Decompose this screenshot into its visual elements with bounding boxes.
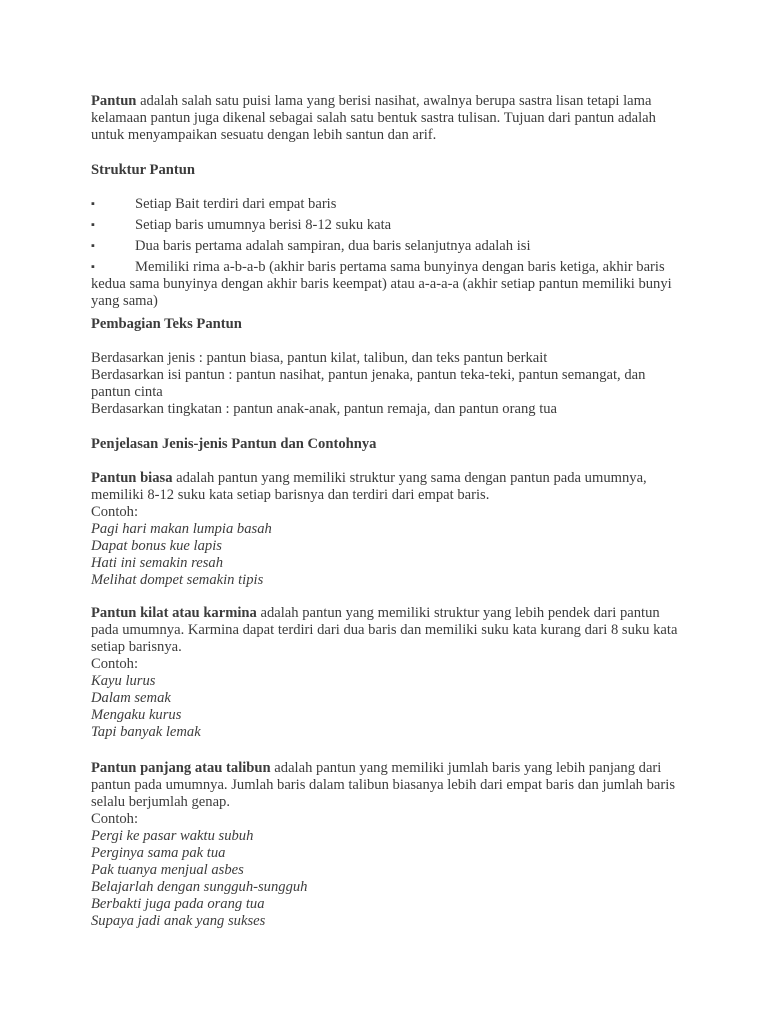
pantun-biasa-text: adalah pantun yang memiliki struktur yang sama dengan pantun pada umumnya,: [172, 470, 647, 486]
intro-text-line3: untuk menyampaikan sesuatu dengan lebih santun dan arif.: [91, 127, 437, 143]
example-line: Pergi ke pasar waktu subuh: [91, 828, 254, 844]
pembagian-line: Berdasarkan tingkatan : pantun anak-anak, pantun remaja, dan pantun orang tua: [91, 401, 558, 417]
example-line: Dapat bonus kue lapis: [91, 538, 222, 554]
pembagian-line: Berdasarkan jenis : pantun biasa, pantun kilat, talibun, dan teks pantun berkait: [91, 350, 548, 366]
bullet-icon: ▪: [91, 240, 95, 252]
pantun-biasa-term: Pantun biasa: [91, 470, 173, 486]
list-item-text: Memiliki rima a-b-a-b (akhir baris pertama sama bunyinya dengan baris ketiga, akhir baris: [135, 259, 665, 275]
example-line: Berbakti juga pada orang tua: [91, 896, 265, 912]
struktur-heading: Struktur Pantun: [91, 162, 195, 178]
intro-paragraph: [91, 93, 691, 144]
pantun-kilat-text-line3: setiap barisnya.: [91, 639, 182, 655]
contoh-label: Contoh:: [91, 656, 139, 672]
list-item: [91, 238, 691, 259]
example-line: Tapi banyak lemak: [91, 724, 201, 740]
pantun-talibun-section: [91, 760, 691, 930]
list-item-text: Setiap baris umumnya berisi 8-12 suku kata: [135, 217, 392, 233]
pantun-talibun-text-line2: pantun pada umumnya. Jumlah baris dalam talibun biasanya lebih dari empat baris dan jumlah baris: [91, 777, 675, 793]
intro-term: Pantun: [91, 93, 137, 109]
intro-text-line2: kelamaan pantun juga dikenal sebagai salah satu bentuk sastra tulisan. Tujuan dari pantun adalah: [91, 110, 656, 126]
example-line: Mengaku kurus: [91, 707, 182, 723]
contoh-label: Contoh:: [91, 504, 139, 520]
list-item: [91, 196, 691, 217]
pantun-biasa-section: [91, 470, 691, 589]
list-item: [91, 217, 691, 238]
struktur-list: [91, 196, 691, 310]
example-line: Pagi hari makan lumpia basah: [91, 521, 272, 537]
pembagian-heading: Pembagian Teks Pantun: [91, 316, 242, 332]
example-line: Perginya sama pak tua: [91, 845, 226, 861]
contoh-label: Contoh:: [91, 811, 139, 827]
pantun-talibun-term: Pantun panjang atau talibun: [91, 760, 271, 776]
example-line: Belajarlah dengan sungguh-sungguh: [91, 879, 308, 895]
pantun-biasa-text-line2: memiliki 8-12 suku kata setiap barisnya dan terdiri dari empat baris.: [91, 487, 490, 503]
example-line: Dalam semak: [91, 690, 171, 706]
pembagian-line: pantun cinta: [91, 384, 163, 400]
example-line: Kayu lurus: [91, 673, 156, 689]
pantun-kilat-text: adalah pantun yang memiliki struktur yang lebih pendek dari pantun: [256, 605, 660, 621]
pantun-kilat-section: [91, 605, 691, 741]
example-line: Pak tuanya menjual asbes: [91, 862, 244, 878]
list-item-text: Setiap Bait terdiri dari empat baris: [135, 196, 337, 212]
list-item-continuation: kedua sama bunyinya dengan akhir baris keempat) atau a-a-a-a (akhir setiap pantun memiliki bunyi: [91, 276, 672, 292]
pantun-kilat-term: Pantun kilat atau karmina: [91, 605, 257, 621]
bullet-icon: ▪: [91, 198, 95, 210]
example-line: Melihat dompet semakin tipis: [91, 572, 264, 588]
bullet-icon: ▪: [91, 219, 95, 231]
pantun-talibun-text-line3: selalu berjumlah genap.: [91, 794, 230, 810]
pembagian-paragraph: [91, 350, 691, 418]
pembagian-line: Berdasarkan isi pantun : pantun nasihat, pantun jenaka, pantun teka-teki, pantun semangat, dan: [91, 367, 646, 383]
list-item: [91, 259, 691, 276]
intro-text-line1: adalah salah satu puisi lama yang berisi nasihat, awalnya berupa sastra lisan tetapi lama: [136, 93, 652, 109]
bullet-icon: ▪: [91, 261, 95, 273]
penjelasan-heading: Penjelasan Jenis-jenis Pantun dan Contohnya: [91, 436, 377, 452]
pantun-kilat-text-line2: pada umumnya. Karmina dapat terdiri dari dua baris dan memiliki suku kata kurang dari 8 suku kata: [91, 622, 678, 638]
example-line: Supaya jadi anak yang sukses: [91, 913, 266, 929]
example-line: Hati ini semakin resah: [91, 555, 224, 571]
list-item-text: Dua baris pertama adalah sampiran, dua baris selanjutnya adalah isi: [135, 238, 531, 254]
list-item-continuation: yang sama): [91, 293, 158, 309]
pantun-talibun-text: adalah pantun yang memiliki jumlah baris yang lebih panjang dari: [270, 760, 662, 776]
